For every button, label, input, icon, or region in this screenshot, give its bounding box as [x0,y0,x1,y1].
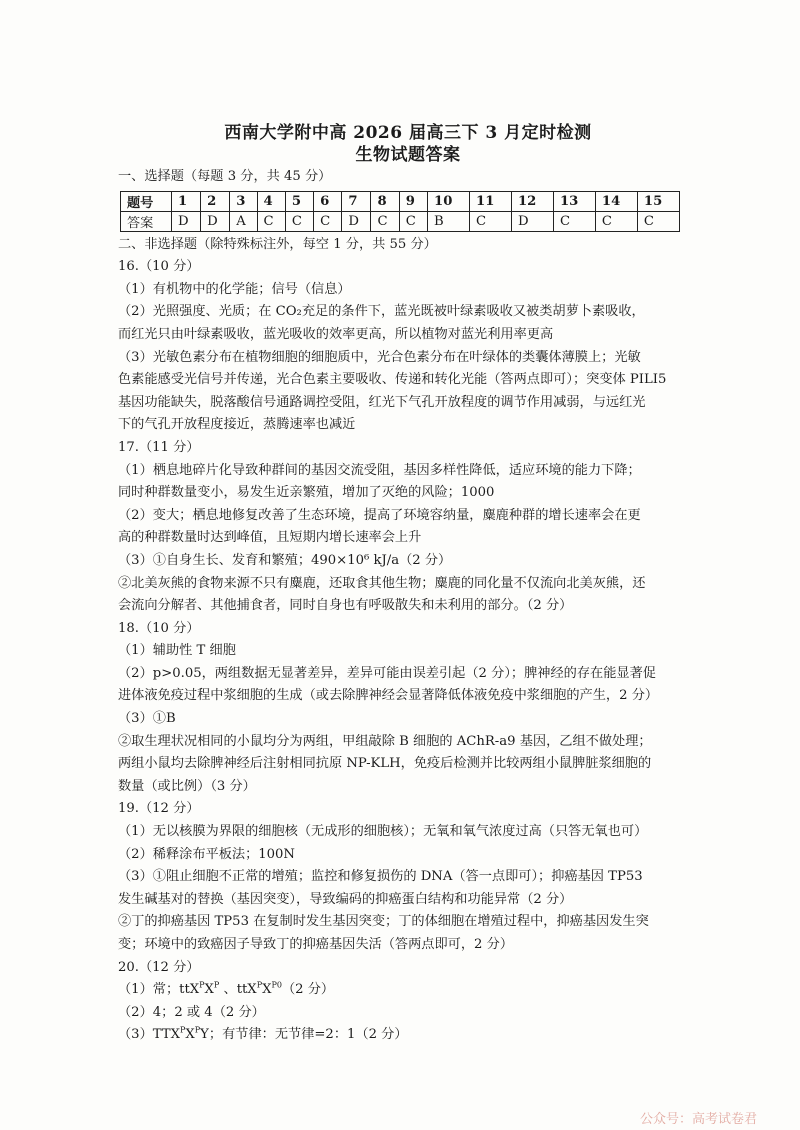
superscript: P [199,980,205,990]
table-cell: C [399,211,427,231]
table-cell: C [553,211,595,231]
table-cell: 14 [595,191,637,211]
answer-line: 高的种群数量时达到峰值，且短期内增长速率会上升 [118,530,422,546]
answer-line: （1）无以核膜为界限的细胞核（无成形的细胞核）；无氧和氧气浓度过高（只答无氧也可） [118,824,648,840]
table-cell: D [342,211,371,231]
table-cell: 9 [399,191,427,211]
table-cell: D [172,211,201,231]
text-run: X [262,982,272,998]
answer-line: （3）①B [118,711,176,727]
table-cell: C [371,211,399,231]
superscript: P [256,980,263,990]
answer-line: （1）辅助性 T 细胞 [118,643,236,659]
text-run: （1）常；ttX [118,982,200,998]
answer-line: 会流向分解者、其他捕食者，同时自身也有呼吸散失和未利用的部分。（2 分） [118,598,573,614]
table-cell: 8 [371,191,399,211]
answer-table [120,191,680,232]
answer-line: 同时种群数量变小，易发生近亲繁殖，增加了灭绝的风险；1000 [118,485,495,501]
answer-line: 进体液免疫过程中浆细胞的生成（或去除脾神经会显著降低体液免疫中浆细胞的产生，2 分） [118,688,659,704]
question-18 [118,618,698,799]
table-cell: 7 [342,191,371,211]
text-run: X [185,1027,195,1043]
answer-line: （1）栖息地碎片化导致种群间的基因交流受阻，基因多样性降低，适应环境的能力下降； [118,462,641,478]
question-heading: 19.（12 分） [118,801,200,817]
answer-line: （2）4；2 或 4（2 分） [118,1004,265,1020]
table-cell: C [470,211,512,231]
answer-line [118,1024,698,1047]
watermark-text: 公众号：高考试卷君 [640,1112,758,1127]
table-cell: 5 [285,191,313,211]
answer-line: （3）光敏色素分布在植物细胞的细胞质中，光合色素分布在叶绿体的类囊体薄膜上；光敏 [118,349,641,365]
answer-sheet [118,118,698,1047]
table-cell: 1 [172,191,201,211]
answer-line: （2）p>0.05，两组数据无显著差异，差异可能由误差引起（2 分）；脾神经的存在能显著促 [118,665,656,681]
question-19 [118,798,698,956]
answer-line: 色素能感受光信号并传递，光合色素主要吸收、传递和转化光能（答两点即可）；突变体 PILI5 [118,372,667,388]
answer-line [118,979,698,1002]
table-cell: B [428,211,470,231]
superscript: P [213,980,220,990]
answer-line: （3）①阻止细胞不正常的增殖；监控和修复损伤的 DNA（答一点即可）；抑癌基因 TP53 [118,869,643,885]
question-heading: 17.（11 分） [118,439,200,455]
page-subtitle: 生物试题答案 [355,145,461,165]
question-17 [118,437,698,618]
table-cell: C [595,211,637,231]
table-cell: C [285,211,313,231]
answer-line: 基因功能缺失，脱落酸信号通路调控受阻，红光下气孔开放程度的调节作用减弱，与远红光 [118,394,646,410]
table-cell: 6 [314,191,342,211]
answer-line: 发生碱基对的替换（基因突变），导致编码的抑癌蛋白结构和功能异常（2 分） [118,891,573,907]
table-cell: 13 [553,191,595,211]
table-row-answers [121,211,680,231]
question-heading: 20.（12 分） [118,959,200,975]
table-cell: C [257,211,285,231]
text-run: （3）TTX [118,1027,180,1043]
question-16 [118,256,698,437]
table-cell: 4 [257,191,285,211]
answer-line: ②北美灰熊的食物来源不只有麋鹿，还取食其他生物；麋鹿的同化量不仅流向北美灰熊，还 [118,575,646,591]
text-run: （2 分） [281,982,335,998]
table-cell: 10 [428,191,470,211]
text-run: X [204,982,214,998]
section-heading-nonchoice: 二、非选择题（除特殊标注外，每空 1 分，共 55 分） [118,236,437,252]
table-cell: 12 [511,191,553,211]
text-run: 、ttX [219,982,257,998]
question-20 [118,957,698,1047]
answer-line: 两组小鼠均去除脾神经后注射相同抗原 NP-KLH，免疫后检测并比较两组小鼠脾脏浆细胞的 [118,756,652,772]
superscript: P0 [271,980,282,990]
table-cell: C [314,211,342,231]
answer-line: （2）变大；栖息地修复改善了生态环境，提高了环境容纳量，麋鹿种群的增长速率会在更 [118,507,641,523]
table-cell: C [637,211,679,231]
superscript: P [194,1025,201,1035]
table-cell: D [511,211,553,231]
answer-line: 而红光只由叶绿素吸收，蓝光吸收的效率更高，所以植物对蓝光利用率更高 [118,326,554,342]
superscript: P [180,1025,186,1035]
answer-line: 变；环境中的致癌因子导致丁的抑癌基因失活（答两点即可，2 分） [118,937,514,952]
answer-line: （1）有机物中的化学能；信号（信息） [118,281,351,297]
table-cell-label: 答案 [121,211,172,231]
page-title: 西南大学附中高 2026 届高三下 3 月定时检测 [224,123,592,143]
table-cell: 15 [637,191,679,211]
text-run: Y；有节律：无节律=2：1（2 分） [200,1027,408,1043]
answer-line: （2）稀释涂布平板法；100N [118,846,295,862]
answer-line: （3）①自身生长、发育和繁殖；490×10⁶ kJ/a（2 分） [118,552,452,568]
table-cell: 11 [470,191,512,211]
answer-line: 下的气孔开放程度接近，蒸腾速率也减近 [118,417,356,433]
table-cell: A [230,211,257,231]
answer-line: ②丁的抑癌基因 TP53 在复制时发生基因突变；丁的体细胞在增殖过程中，抑癌基因发生突 [118,914,649,930]
table-cell: 2 [201,191,230,211]
answer-line: 数量（或比例）（3 分） [118,778,256,794]
section-heading-choice: 一、选择题（每题 3 分，共 45 分） [118,169,332,184]
table-row-numbers [121,191,680,211]
answer-line: （2）光照强度、光质；在 CO₂充足的条件下，蓝光既被叶绿素吸收又被类胡萝卜素吸收， [118,304,645,320]
question-heading: 18.（10 分） [118,620,200,636]
table-cell: D [201,211,230,231]
table-cell: 3 [230,191,257,211]
question-heading: 16.（10 分） [118,259,200,275]
table-cell-label: 题号 [121,191,172,211]
answer-line: ②取生理状况相同的小鼠均分为两组，甲组敲除 B 细胞的 AChR-a9 基因，乙组不做处理； [118,733,652,749]
